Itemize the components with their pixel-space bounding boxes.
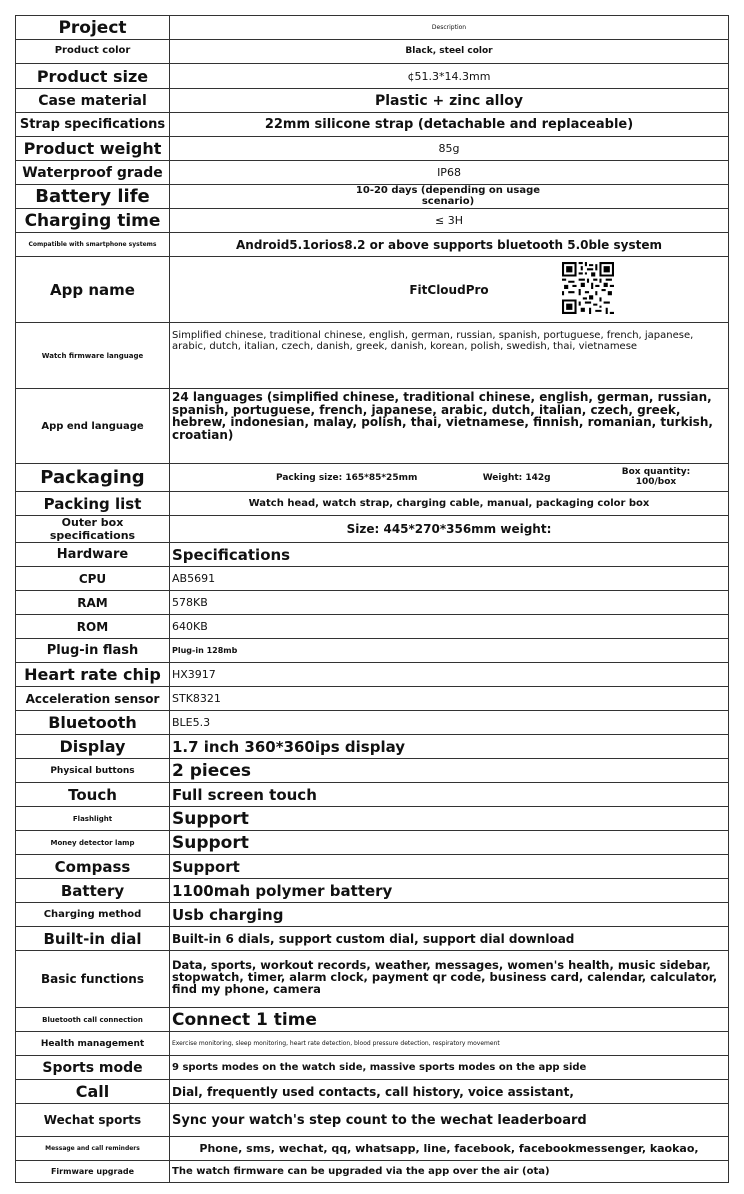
row-value: 1100mah polymer battery	[170, 879, 729, 903]
row-label: Money detector lamp	[16, 831, 170, 855]
row-value: Support	[170, 831, 729, 855]
row-value: 22mm silicone strap (detachable and replaceable)	[170, 113, 729, 137]
row-label: App end language	[16, 389, 170, 464]
row-value: Usb charging	[170, 903, 729, 927]
packing-size: Packing size: 165*85*25mm	[276, 472, 418, 483]
table-row	[16, 323, 729, 389]
row-value: 1.7 inch 360*360ips display	[170, 735, 729, 759]
table-row	[16, 16, 729, 40]
table-row	[16, 257, 729, 323]
row-value: Exercise monitoring, sleep monitoring, heart rate detection, blood pressure detection, respiratory movement	[170, 1032, 729, 1056]
table-row	[16, 185, 729, 209]
row-label: Touch	[16, 783, 170, 807]
row-value	[170, 257, 729, 323]
row-label: Hardware	[16, 543, 170, 567]
table-row	[16, 567, 729, 591]
app-name-text: FitCloudPro	[409, 282, 489, 297]
table-row	[16, 113, 729, 137]
battery-life-text: 10-20 days (depending on usage scenario)	[355, 185, 541, 207]
table-row	[16, 807, 729, 831]
row-value: ¢51.3*14.3mm	[170, 64, 729, 89]
table-row	[16, 137, 729, 161]
row-label: Product color	[16, 40, 170, 64]
table-row	[16, 64, 729, 89]
row-value: Plastic + zinc alloy	[170, 89, 729, 113]
row-value: Dial, frequently used contacts, call history, voice assistant,	[170, 1080, 729, 1104]
row-label: ROM	[16, 615, 170, 639]
table-row	[16, 711, 729, 735]
row-value: Watch head, watch strap, charging cable, manual, packaging color box	[170, 492, 729, 516]
row-label: Built-in dial	[16, 927, 170, 951]
row-value	[170, 464, 729, 492]
row-label: Plug-in flash	[16, 639, 170, 663]
qr-code-icon	[562, 262, 614, 314]
row-label: Charging time	[16, 209, 170, 233]
table-row	[16, 639, 729, 663]
table-row	[16, 89, 729, 113]
row-label: Sports mode	[16, 1056, 170, 1080]
row-value: Sync your watch's step count to the wechat leaderboard	[170, 1104, 729, 1137]
packing-weight: Weight: 142g	[482, 472, 551, 483]
row-label: Packaging	[16, 464, 170, 492]
table-row	[16, 879, 729, 903]
row-label: Firmware upgrade	[16, 1161, 170, 1183]
row-label: Physical buttons	[16, 759, 170, 783]
row-label: Call	[16, 1080, 170, 1104]
row-label: Health management	[16, 1032, 170, 1056]
row-value: Plug-in 128mb	[170, 639, 729, 663]
table-row	[16, 492, 729, 516]
table-row	[16, 783, 729, 807]
row-label: Battery	[16, 879, 170, 903]
row-value: Full screen touch	[170, 783, 729, 807]
row-label: Battery life	[16, 185, 170, 209]
row-value: Support	[170, 855, 729, 879]
row-value	[170, 323, 729, 389]
row-label: Waterproof grade	[16, 161, 170, 185]
row-label: Packing list	[16, 492, 170, 516]
table-row	[16, 687, 729, 711]
row-label: Charging method	[16, 903, 170, 927]
table-row	[16, 615, 729, 639]
table-row	[16, 855, 729, 879]
row-value: Support	[170, 807, 729, 831]
row-value	[170, 951, 729, 1008]
basic-functions-text: Data, sports, workout records, weather, messages, women's health, music sidebar, stopwatch, timer, alarm clock, payment qr code, business card, calendar, calculator, find my phone, camera	[172, 958, 718, 997]
row-label: App name	[16, 257, 170, 323]
row-value: Description	[170, 16, 729, 40]
table-row	[16, 831, 729, 855]
row-label: CPU	[16, 567, 170, 591]
row-label: Basic functions	[16, 951, 170, 1008]
spec-table	[15, 15, 729, 1183]
table-row	[16, 543, 729, 567]
row-label: Compatible with smartphone systems	[16, 233, 170, 257]
row-label: Case material	[16, 89, 170, 113]
row-value: HX3917	[170, 663, 729, 687]
row-value: Size: 445*270*356mm weight:	[170, 516, 729, 543]
table-row	[16, 591, 729, 615]
row-value: AB5691	[170, 567, 729, 591]
row-label: Acceleration sensor	[16, 687, 170, 711]
row-label: Watch firmware language	[16, 323, 170, 389]
row-label: Bluetooth call connection	[16, 1008, 170, 1032]
row-value: 2 pieces	[170, 759, 729, 783]
table-row	[16, 161, 729, 185]
table-row	[16, 1080, 729, 1104]
table-row	[16, 464, 729, 492]
row-value: Black, steel color	[170, 40, 729, 64]
row-label: Display	[16, 735, 170, 759]
table-row	[16, 735, 729, 759]
box-quantity: Box quantity: 100/box	[621, 467, 691, 487]
row-label: Outer box specifications	[16, 516, 170, 543]
row-label: Wechat sports	[16, 1104, 170, 1137]
table-row	[16, 759, 729, 783]
firmware-language-text: Simplified chinese, traditional chinese, english, german, russian, spanish, portuguese, french, japanese, arabic, dutch, italian, czech, danish, greek, danish, korean, polish, swedish, thai, vietnamese	[172, 330, 694, 352]
row-value: Connect 1 time	[170, 1008, 729, 1032]
table-row	[16, 927, 729, 951]
row-value: 85g	[170, 137, 729, 161]
table-row	[16, 40, 729, 64]
row-value: IP68	[170, 161, 729, 185]
row-value: BLE5.3	[170, 711, 729, 735]
table-row	[16, 951, 729, 1008]
table-row	[16, 209, 729, 233]
row-value	[170, 389, 729, 464]
table-row	[16, 663, 729, 687]
table-row	[16, 389, 729, 464]
row-label: Strap specifications	[16, 113, 170, 137]
table-row	[16, 1056, 729, 1080]
row-value: 9 sports modes on the watch side, massive sports modes on the app side	[170, 1056, 729, 1080]
row-label: Product size	[16, 64, 170, 89]
table-row	[16, 903, 729, 927]
row-value: Specifications	[170, 543, 729, 567]
row-value: The watch firmware can be upgraded via the app over the air (ota)	[170, 1161, 729, 1183]
row-value	[170, 185, 729, 209]
row-label: Product weight	[16, 137, 170, 161]
row-value: Phone, sms, wechat, qq, whatsapp, line, facebook, facebookmessenger, kaokao,	[170, 1137, 729, 1161]
row-value: Android5.1orios8.2 or above supports bluetooth 5.0ble system	[170, 233, 729, 257]
row-label: RAM	[16, 591, 170, 615]
table-row	[16, 1008, 729, 1032]
table-row	[16, 1137, 729, 1161]
row-label: Flashlight	[16, 807, 170, 831]
row-value: Built-in 6 dials, support custom dial, support dial download	[170, 927, 729, 951]
row-value: 578KB	[170, 591, 729, 615]
table-row	[16, 1161, 729, 1183]
table-row	[16, 233, 729, 257]
table-row	[16, 516, 729, 543]
row-label: Project	[16, 16, 170, 40]
row-label: Heart rate chip	[16, 663, 170, 687]
row-value: STK8321	[170, 687, 729, 711]
table-row	[16, 1104, 729, 1137]
row-label: Compass	[16, 855, 170, 879]
row-value: 640KB	[170, 615, 729, 639]
table-row	[16, 1032, 729, 1056]
packaging-details	[172, 468, 726, 487]
app-language-text: 24 languages (simplified chinese, traditional chinese, english, german, russian, spanish, portuguese, french, japanese, arabic, dutch, italian, czech, greek, hebrew, indonesian, malay, polish, thai, vietnamese, finnish, romanian, turkish, croatian)	[172, 390, 713, 442]
row-label: Message and call reminders	[16, 1137, 170, 1161]
row-label: Bluetooth	[16, 711, 170, 735]
row-value: ≤ 3H	[170, 209, 729, 233]
